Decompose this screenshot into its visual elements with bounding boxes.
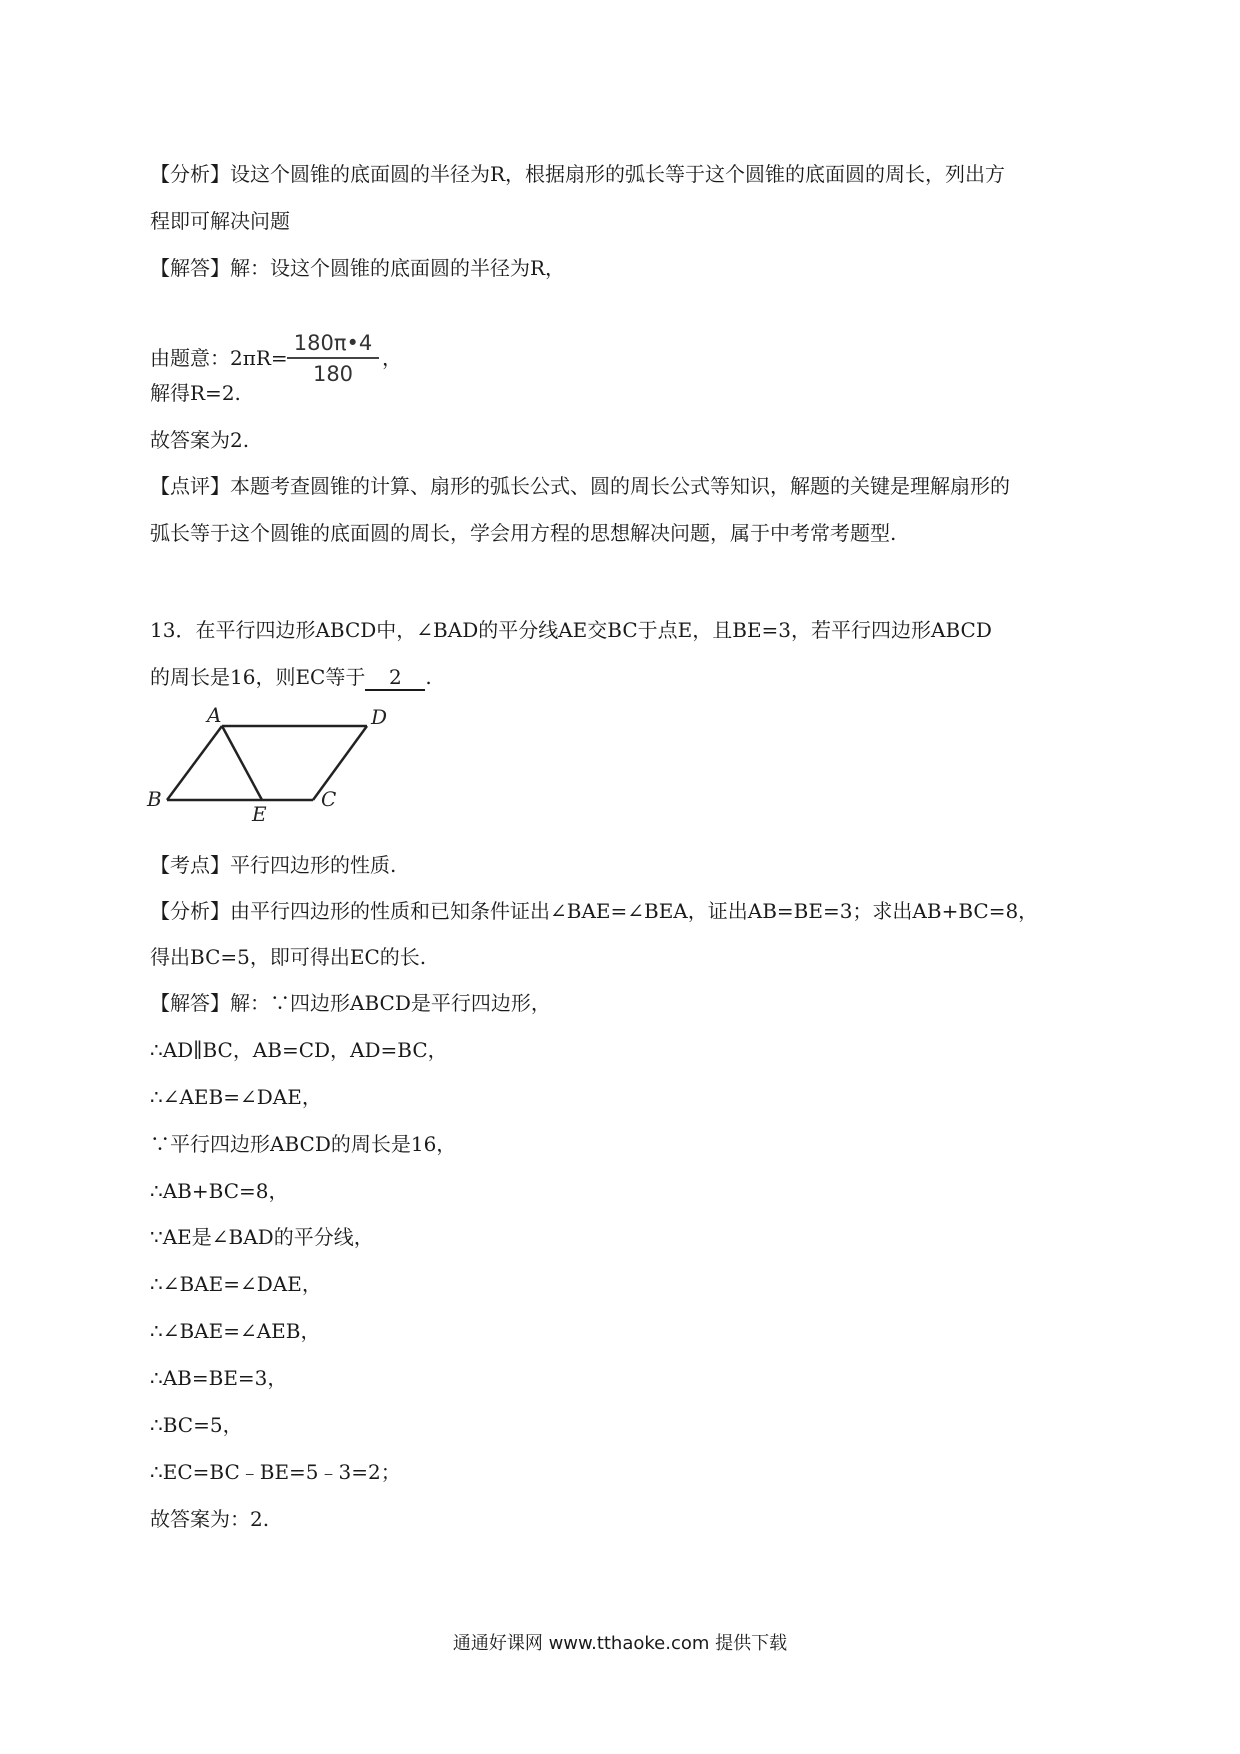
analysis-13-line-2: 得出BC=5，即可得出EC的长. <box>150 945 427 969</box>
label-b: B <box>147 787 162 811</box>
page-footer: 通通好课网 www.tthaoke.com 提供下载 <box>452 1633 788 1654</box>
comment-line-2: 弧长等于这个圆锥的底面圆的周长，学会用方程的思想解决问题，属于中考常考题型. <box>150 521 897 545</box>
analysis-line-2: 程即可解决问题 <box>150 209 290 233</box>
segment-ae <box>222 726 262 800</box>
question-13-line-1: 13．在平行四边形ABCD中，∠BAD的平分线AE交BC于点E，且BE=3，若平行四边形ABCD <box>150 618 992 642</box>
solution-step: ∴BC=5， <box>150 1413 243 1437</box>
label-a: A <box>207 706 222 727</box>
solution-step: ∵AE是∠BAD的平分线， <box>150 1225 374 1249</box>
analysis-line-1: 【分析】设这个圆锥的底面圆的半径为R，根据扇形的弧长等于这个圆锥的底面圆的周长，列出方 <box>150 162 1006 186</box>
segment-ab <box>167 726 222 800</box>
question-13-suffix: . <box>425 665 432 689</box>
solution-step: ∴AB+BC=8， <box>150 1179 289 1203</box>
topic-line: 【考点】平行四边形的性质. <box>150 853 397 877</box>
parallelogram-figure <box>145 706 395 826</box>
solution-step: 故答案为：2. <box>150 1507 270 1531</box>
question-13-line-2 <box>150 663 432 691</box>
analysis-13-line-1: 【分析】由平行四边形的性质和已知条件证出∠BAE=∠BEA，证出AB=BE=3；求出AB+BC=8， <box>150 899 1039 923</box>
label-c: C <box>321 787 337 811</box>
fraction-numerator: 180π•4 <box>293 331 373 355</box>
solution-step: ∴AD∥BC，AB=CD，AD=BC， <box>150 1038 448 1062</box>
comment-line-1: 【点评】本题考查圆锥的计算、扇形的弧长公式、圆的周长公式等知识，解题的关键是理解扇形的 <box>150 474 1010 498</box>
solution-step: ∴∠BAE=∠DAE， <box>150 1272 322 1296</box>
label-e: E <box>252 802 267 826</box>
solution-step: ∴∠BAE=∠AEB， <box>150 1319 321 1343</box>
solution-line-1: 【解答】解：设这个圆锥的底面圆的半径为R， <box>150 256 566 280</box>
solution-step: ∴AB=BE=3， <box>150 1366 288 1390</box>
equation-suffix: ， <box>382 346 402 370</box>
fraction-denominator: 180 <box>312 362 354 386</box>
solution-step: 【解答】解：∵四边形ABCD是平行四边形， <box>150 991 551 1015</box>
answer-blank: 2 <box>365 665 425 691</box>
equation-fraction <box>287 330 379 387</box>
equation-prefix: 由题意：2πR= <box>150 346 288 370</box>
label-d: D <box>371 706 388 729</box>
answer-line: 故答案为2. <box>150 428 250 452</box>
solve-line: 解得R=2. <box>150 381 241 405</box>
question-13-prefix: 的周长是16，则EC等于 <box>150 665 366 689</box>
solution-step: ∴EC=BC﹣BE=5﹣3=2； <box>150 1460 401 1484</box>
solution-step: ∵平行四边形ABCD的周长是16， <box>150 1132 457 1156</box>
fraction-bar <box>287 357 379 359</box>
solution-step: ∴∠AEB=∠DAE， <box>150 1085 322 1109</box>
